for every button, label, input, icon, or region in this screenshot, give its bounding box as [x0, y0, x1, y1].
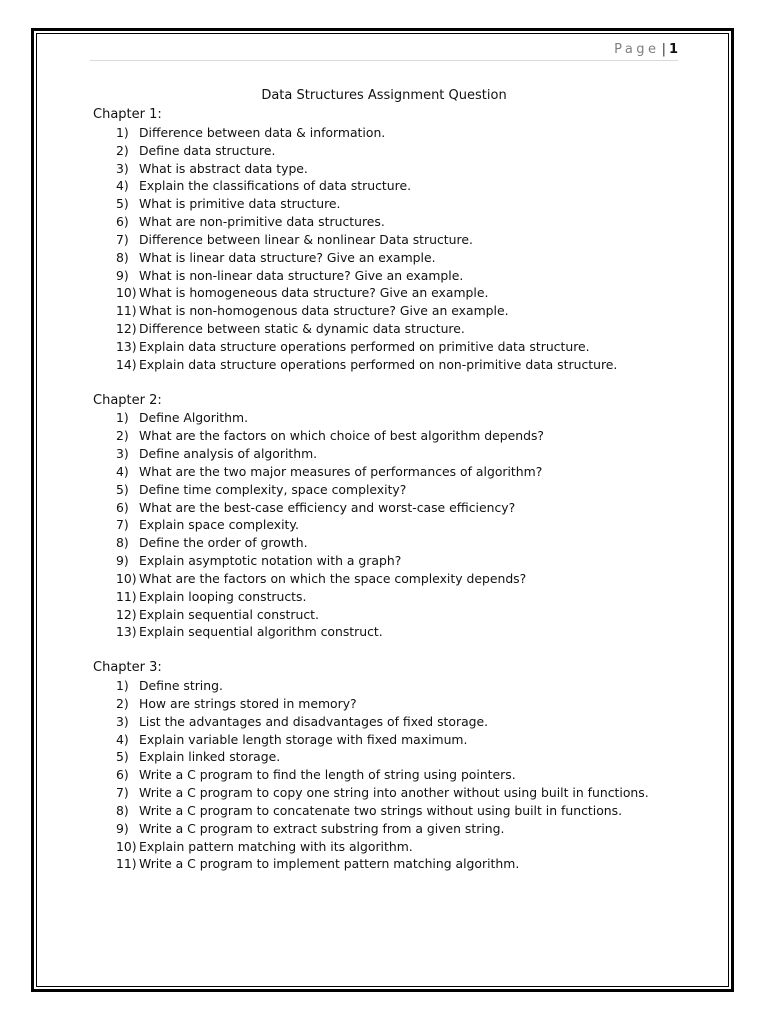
question-text: Explain sequential construct. — [139, 606, 319, 622]
question-item — [93, 338, 693, 356]
question-item — [93, 606, 693, 624]
question-number: 7) — [116, 517, 129, 533]
question-text: What are the factors on which the space complexity depends? — [139, 570, 527, 586]
question-number: 4) — [116, 178, 129, 194]
question-number: 13) — [116, 624, 137, 640]
question-number: 11) — [116, 303, 137, 319]
question-item — [93, 748, 693, 766]
question-number: 9) — [116, 553, 129, 569]
question-text: Explain data structure operations performed on non-primitive data structure. — [139, 356, 618, 372]
question-number: 4) — [116, 463, 129, 479]
chapter-heading: Chapter 3: — [93, 660, 162, 676]
question-item — [93, 463, 693, 481]
question-item — [93, 267, 693, 285]
question-number: 6) — [116, 499, 129, 515]
question-text: What is linear data structure? Give an example. — [139, 249, 436, 265]
question-number: 11) — [116, 588, 137, 604]
question-item — [93, 284, 693, 302]
question-number: 2) — [116, 428, 129, 444]
question-number: 7) — [116, 231, 129, 247]
question-text: What are the factors on which choice of best algorithm depends? — [139, 428, 544, 444]
question-number: 1) — [116, 678, 129, 693]
question-item — [93, 588, 693, 606]
question-number: 5) — [116, 749, 129, 765]
question-text: Difference between linear & nonlinear Data structure. — [139, 231, 473, 247]
question-text: Define string. — [139, 678, 223, 693]
question-item — [93, 142, 693, 160]
question-number: 2) — [116, 142, 129, 158]
page-header — [90, 42, 678, 61]
chapter-section — [93, 659, 693, 873]
question-item — [93, 302, 693, 320]
question-text: Write a C program to implement pattern matching algorithm. — [139, 856, 520, 872]
question-item — [93, 552, 693, 570]
question-number: 5) — [116, 196, 129, 212]
question-number: 6) — [116, 214, 129, 230]
question-number: 1) — [116, 410, 129, 426]
question-text: Explain variable length storage with fixed maximum. — [139, 731, 468, 747]
question-number: 8) — [116, 802, 129, 818]
question-text: What is abstract data type. — [139, 160, 308, 176]
question-number: 8) — [116, 535, 129, 551]
question-text: Define the order of growth. — [139, 535, 308, 551]
question-item — [93, 677, 693, 695]
page-number: 1 — [668, 42, 678, 57]
chapter-list — [93, 106, 693, 873]
question-item — [93, 213, 693, 231]
question-text: Explain the classifications of data structure. — [139, 178, 412, 194]
question-text: Define time complexity, space complexity? — [139, 481, 407, 497]
question-number: 9) — [116, 820, 129, 836]
question-item — [93, 445, 693, 463]
question-list — [93, 409, 693, 641]
question-text: Write a C program to copy one string into another without using built in functions. — [139, 785, 649, 801]
question-number: 12) — [116, 606, 137, 622]
question-item — [93, 195, 693, 213]
question-text: Write a C program to extract substring from a given string. — [139, 820, 505, 836]
question-number: 12) — [116, 321, 137, 337]
question-item — [93, 855, 693, 873]
question-text: Define analysis of algorithm. — [139, 446, 318, 462]
question-text: Write a C program to find the length of string using pointers. — [139, 767, 516, 783]
page-label: Page — [614, 42, 660, 57]
document-body — [93, 106, 693, 873]
question-item — [93, 177, 693, 195]
chapter-heading: Chapter 1: — [93, 107, 162, 122]
question-text: Explain looping constructs. — [139, 588, 307, 604]
question-text: Difference between static & dynamic data structure. — [139, 321, 465, 337]
question-number: 7) — [116, 785, 129, 801]
question-item — [93, 409, 693, 427]
question-text: Explain space complexity. — [139, 517, 299, 533]
question-list — [93, 677, 693, 873]
question-list — [93, 124, 693, 374]
question-text: Difference between data & information. — [139, 124, 386, 140]
question-item — [93, 766, 693, 784]
question-number: 4) — [116, 731, 129, 747]
question-text: What is non-homogenous data structure? Give an example. — [139, 303, 509, 319]
question-text: Explain asymptotic notation with a graph? — [139, 553, 402, 569]
question-text: What is homogeneous data structure? Give an example. — [139, 285, 489, 301]
question-item — [93, 731, 693, 749]
question-text: List the advantages and disadvantages of fixed storage. — [139, 713, 489, 729]
question-number: 10) — [116, 570, 137, 586]
question-text: What are the best-case efficiency and worst-case efficiency? — [139, 499, 516, 515]
question-item — [93, 623, 693, 641]
question-item — [93, 320, 693, 338]
question-item — [93, 713, 693, 731]
question-text: What are non-primitive data structures. — [139, 214, 385, 230]
question-item — [93, 499, 693, 517]
question-text: Define data structure. — [139, 142, 276, 158]
question-item — [93, 481, 693, 499]
question-item — [93, 160, 693, 178]
question-number: 1) — [116, 124, 129, 140]
question-item — [93, 356, 693, 374]
question-item — [93, 427, 693, 445]
question-number: 13) — [116, 338, 137, 354]
question-item — [93, 838, 693, 856]
question-number: 2) — [116, 695, 129, 711]
question-item — [93, 784, 693, 802]
question-text: Explain pattern matching with its algorithm. — [139, 838, 413, 854]
chapter-heading: Chapter 2: — [93, 392, 162, 408]
question-text: How are strings stored in memory? — [139, 695, 357, 711]
question-item — [93, 802, 693, 820]
question-number: 3) — [116, 446, 129, 462]
question-number: 5) — [116, 481, 129, 497]
question-text: Define Algorithm. — [139, 410, 249, 426]
chapter-section — [93, 106, 693, 374]
question-item — [93, 534, 693, 552]
question-number: 14) — [116, 356, 137, 372]
question-text: Explain linked storage. — [139, 749, 281, 765]
page-separator: | — [661, 42, 666, 57]
question-item — [93, 124, 693, 142]
question-number: 10) — [116, 838, 137, 854]
question-number: 3) — [116, 160, 129, 176]
question-number: 10) — [116, 285, 137, 301]
question-number: 9) — [116, 267, 129, 283]
question-item — [93, 249, 693, 267]
document-title: Data Structures Assignment Question — [261, 88, 507, 103]
question-text: What is non-linear data structure? Give an example. — [139, 267, 464, 283]
chapter-section — [93, 392, 693, 642]
question-item — [93, 695, 693, 713]
question-item — [93, 231, 693, 249]
question-item — [93, 570, 693, 588]
question-text: Explain sequential algorithm construct. — [139, 624, 383, 640]
question-number: 6) — [116, 767, 129, 783]
question-number: 3) — [116, 713, 129, 729]
question-text: Explain data structure operations performed on primitive data structure. — [139, 338, 590, 354]
question-text: What are the two major measures of performances of algorithm? — [139, 463, 543, 479]
question-item — [93, 516, 693, 534]
question-text: What is primitive data structure. — [139, 196, 341, 212]
question-item — [93, 820, 693, 838]
question-text: Write a C program to concatenate two strings without using built in functions. — [139, 802, 623, 818]
question-number: 11) — [116, 856, 137, 872]
question-number: 8) — [116, 249, 129, 265]
